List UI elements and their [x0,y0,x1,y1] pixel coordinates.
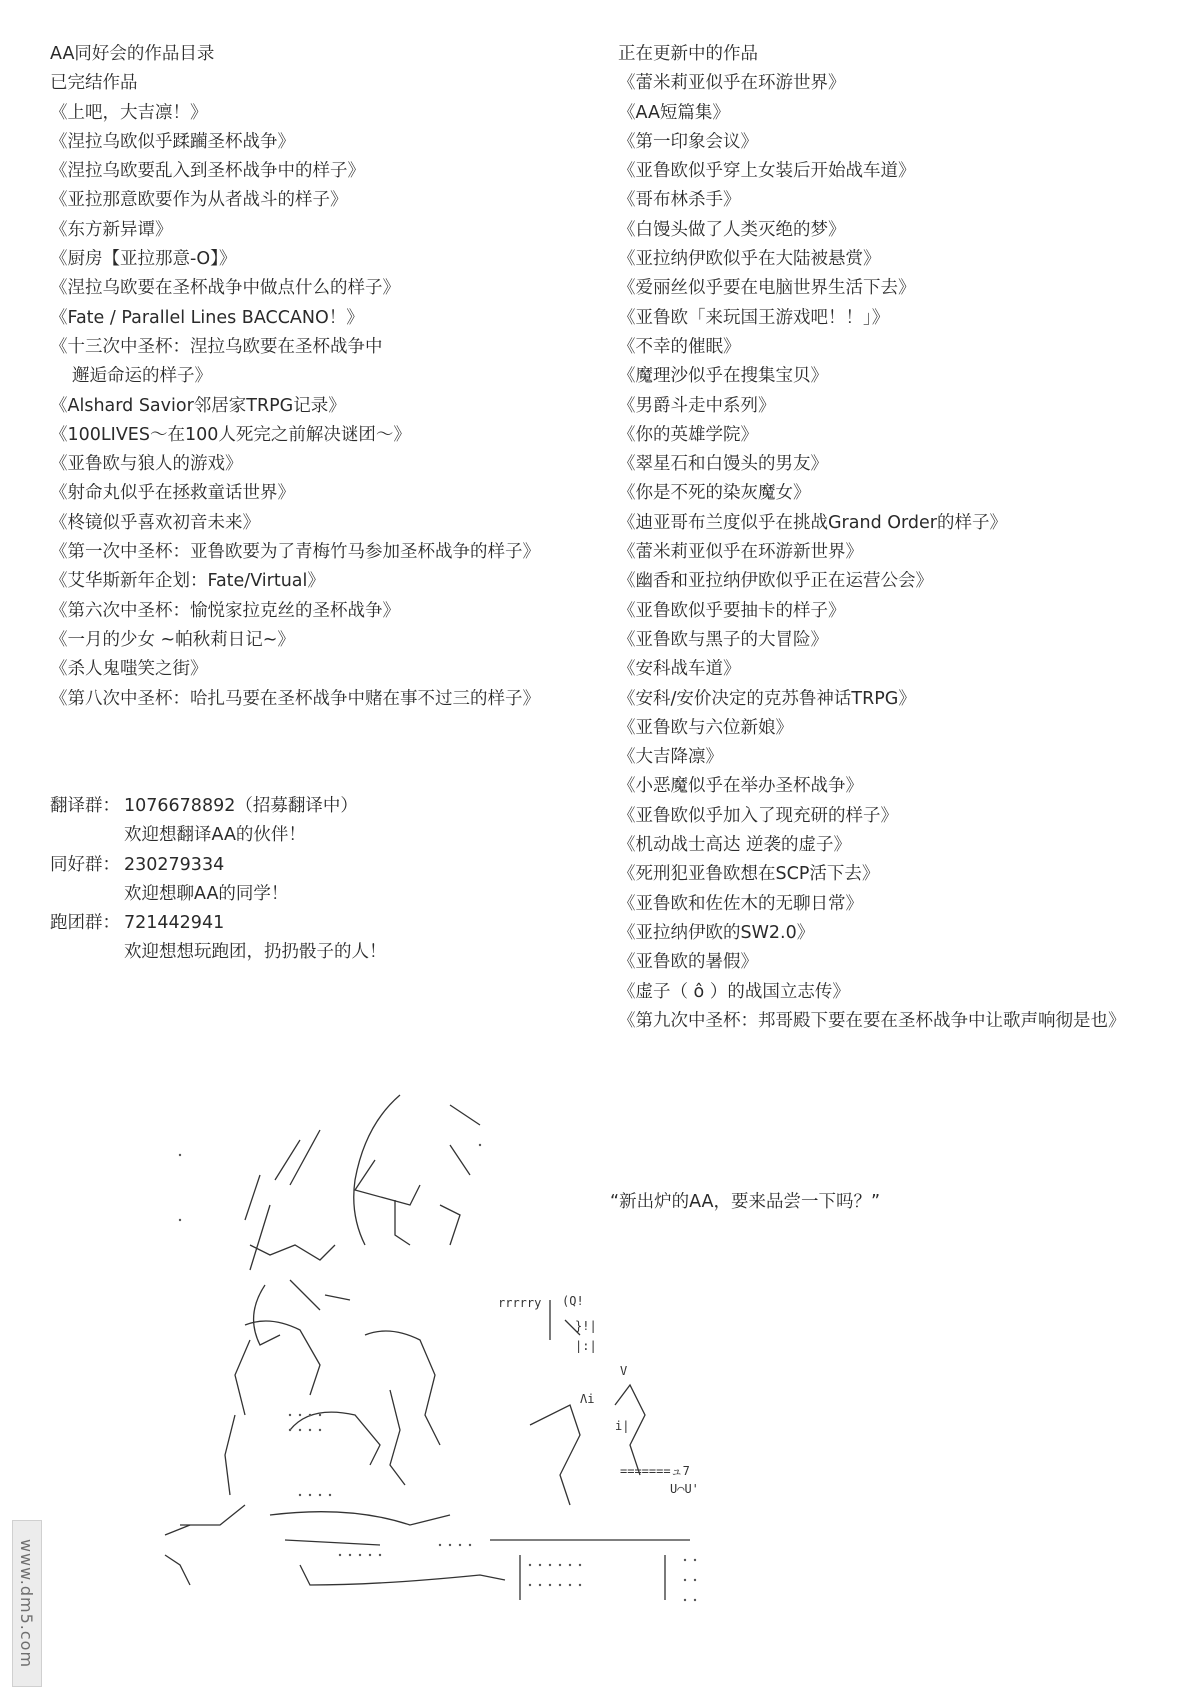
group-note: 欢迎想想玩跑团，扔扔骰子的人！ [124,942,387,963]
completed-works-column [50,40,620,714]
ongoing-work-item: 《亚鲁欧与黑子的大冒险》 [618,629,828,650]
fan-group [50,851,387,880]
completed-work-item: 《东方新异谭》 [50,219,173,240]
ongoing-work-item: 《翠星石和白馒头的男友》 [618,454,828,475]
group-note: 欢迎想聊AA的同学！ [124,883,289,904]
art-glyph: V [620,1364,628,1378]
art-arm-stroke [290,1412,380,1465]
completed-section-heading: 已完结作品 [50,73,138,94]
art-hair-stroke [354,1095,400,1245]
group-note: 欢迎想翻译AA的伙伴！ [124,825,306,846]
ongoing-work-item: 《爱丽丝似乎要在电脑世界生活下去》 [618,278,916,299]
chat-groups [50,792,387,968]
art-hair-stroke [250,1245,335,1260]
completed-work-item-continuation: 邂逅命运的样子》 [72,366,212,387]
art-body-stroke [225,1340,250,1495]
completed-work-item: 《第一次中圣杯：亚鲁欧要为了青梅竹马参加圣杯战争的样子》 [50,542,540,563]
group-number: 230279334 [124,854,225,875]
art-body-stroke [365,1331,440,1445]
group-label: 跑团群： [50,913,120,934]
ongoing-work-item: 《亚鲁欧与六位新娘》 [618,717,793,738]
ongoing-work-item: 《哥布林杀手》 [618,190,741,211]
completed-work-item: 《Fate / Parallel Lines BACCANO！》 [50,307,364,328]
art-glyph: }!| [575,1319,597,1333]
ongoing-work-item: 《白馒头做了人类灭绝的梦》 [618,219,846,240]
art-table-stroke [490,1540,690,1600]
ongoing-work-item: 《亚拉纳伊欧似乎在大陆被悬赏》 [618,249,881,270]
art-body-stroke [180,1505,450,1525]
art-hair-stroke [450,1105,480,1175]
completed-work-item: 《第八次中圣杯：哈扎马要在圣杯战争中赌在事不过三的样子》 [50,688,540,709]
completed-work-item: 《亚拉那意欧要作为从者战斗的样子》 [50,190,348,211]
speech-quote: “新出炉的AA，要来品尝一下吗？” [610,1192,881,1212]
ongoing-work-item: 《男爵斗走中系列》 [618,395,776,416]
ongoing-work-item: 《迪亚哥布兰度似乎在挑战Grand Order的样子》 [618,512,1007,533]
group-label: 同好群： [50,854,120,875]
ongoing-work-item: 《第一印象会议》 [618,131,758,152]
ascii-art-illustration [150,1085,790,1625]
art-body-stroke [300,1565,505,1585]
ongoing-work-item: 《大吉降凛》 [618,747,723,768]
ongoing-work-item: 《亚鲁欧和佐佐木的无聊日常》 [618,893,863,914]
catalog-title: AA同好会的作品目录 [50,44,215,64]
ongoing-work-item: 《死刑犯亚鲁欧想在SCP活下去》 [618,864,880,885]
art-hair-stroke [245,1130,320,1270]
ongoing-work-item: 《亚鲁欧似乎要抽卡的样子》 [618,600,846,621]
ongoing-work-item: 《亚鲁欧的暑假》 [618,952,758,973]
art-glyph: i| [615,1419,630,1433]
ongoing-work-item: 《机动战士高达 逆袭的虚子》 [618,835,852,856]
art-body-stroke [390,1390,405,1485]
ongoing-work-item: 《第九次中圣杯：邦哥殿下要在要在圣杯战争中让歌声响彻是也》 [618,1010,1126,1031]
group-label: 翻译群： [50,796,120,816]
art-glyph: U⌒U' [670,1482,699,1496]
translation-group [50,792,387,821]
completed-work-item: 《一月的少女 ~帕秋莉日记~》 [50,629,295,650]
ongoing-work-item: 《亚拉纳伊欧的SW2.0》 [618,922,815,943]
completed-work-item: 《亚鲁欧与狼人的游戏》 [50,454,243,475]
art-face-stroke [395,1200,460,1245]
ongoing-work-item: 《魔理沙似乎在搜集宝贝》 [618,366,828,387]
completed-work-item: 《Alshard Savior邻居家TRPG记录》 [50,395,346,416]
art-glyph: |:| [575,1339,597,1353]
ongoing-work-item: 《安科战车道》 [618,659,741,680]
ongoing-work-item: 《亚鲁欧似乎加入了现充研的样子》 [618,805,898,826]
trpg-group [50,909,387,938]
ongoing-work-item: 《蕾米莉亚似乎在环游新世界》 [618,542,863,563]
ongoing-work-item: 《你是不死的染灰魔女》 [618,483,811,504]
completed-work-item: 《涅拉乌欧要在圣杯战争中做点什么的样子》 [50,278,400,299]
ongoing-work-item: 《虚子（ ô ）的战国立志传》 [618,981,850,1002]
watermark-text: www.dm5.com [17,1538,37,1669]
completed-work-item: 《100LIVES～在100人死完之前解决谜团～》 [50,424,411,445]
art-glyph: Λi [580,1392,595,1406]
ongoing-section-heading: 正在更新中的作品 [618,44,758,64]
completed-work-item: 《涅拉乌欧似乎蹂躏圣杯战争》 [50,131,295,152]
ongoing-work-item: 《亚鲁欧「来玩国王游戏吧！！」》 [618,307,890,328]
completed-work-item: 《射命丸似乎在拯救童话世界》 [50,483,295,504]
ongoing-work-item: 《小恶魔似乎在举办圣杯战争》 [618,776,863,797]
ongoing-work-item: 《AA短篇集》 [618,102,730,123]
watermark [12,1520,42,1687]
ongoing-work-item: 《不幸的催眠》 [618,336,741,357]
completed-work-item: 《十三次中圣杯：涅拉乌欧要在圣杯战争中 [50,336,383,357]
completed-work-item: 《上吧，大吉凛！》 [50,102,208,123]
ongoing-works-column [618,40,1188,1036]
completed-work-item: 《第六次中圣杯：愉悦家拉克丝的圣杯战争》 [50,600,400,621]
art-glyph: =======ュ7 [620,1464,690,1478]
completed-work-item: 《杀人鬼嗤笑之街》 [50,659,208,680]
art-face-stroke [355,1160,420,1205]
art-body-stroke [165,1525,380,1585]
art-body-stroke [245,1321,320,1395]
completed-work-item: 《厨房【亚拉那意-O】》 [50,249,237,270]
art-body-stroke [254,1280,350,1345]
art-glyph: rrrrry [498,1296,542,1310]
art-glyph: (Q! [562,1294,584,1308]
group-number: 721442941 [124,913,225,934]
completed-work-item: 《艾华斯新年企划：Fate/Virtual》 [50,571,325,592]
completed-work-item: 《涅拉乌欧要乱入到圣杯战争中的样子》 [50,161,365,182]
ongoing-work-item: 《安科/安价决定的克苏鲁神话TRPG》 [618,688,916,709]
art-object-stroke [530,1405,580,1505]
ongoing-work-item: 《蕾米莉亚似乎在环游世界》 [618,73,846,94]
ongoing-work-item: 《你的英雄学院》 [618,424,758,445]
ongoing-work-item: 《亚鲁欧似乎穿上女装后开始战车道》 [618,161,916,182]
group-number: 1076678892（招募翻译中） [124,796,358,816]
ongoing-work-item: 《幽香和亚拉纳伊欧似乎正在运营公会》 [618,571,933,592]
completed-work-item: 《柊镜似乎喜欢初音未来》 [50,512,260,533]
